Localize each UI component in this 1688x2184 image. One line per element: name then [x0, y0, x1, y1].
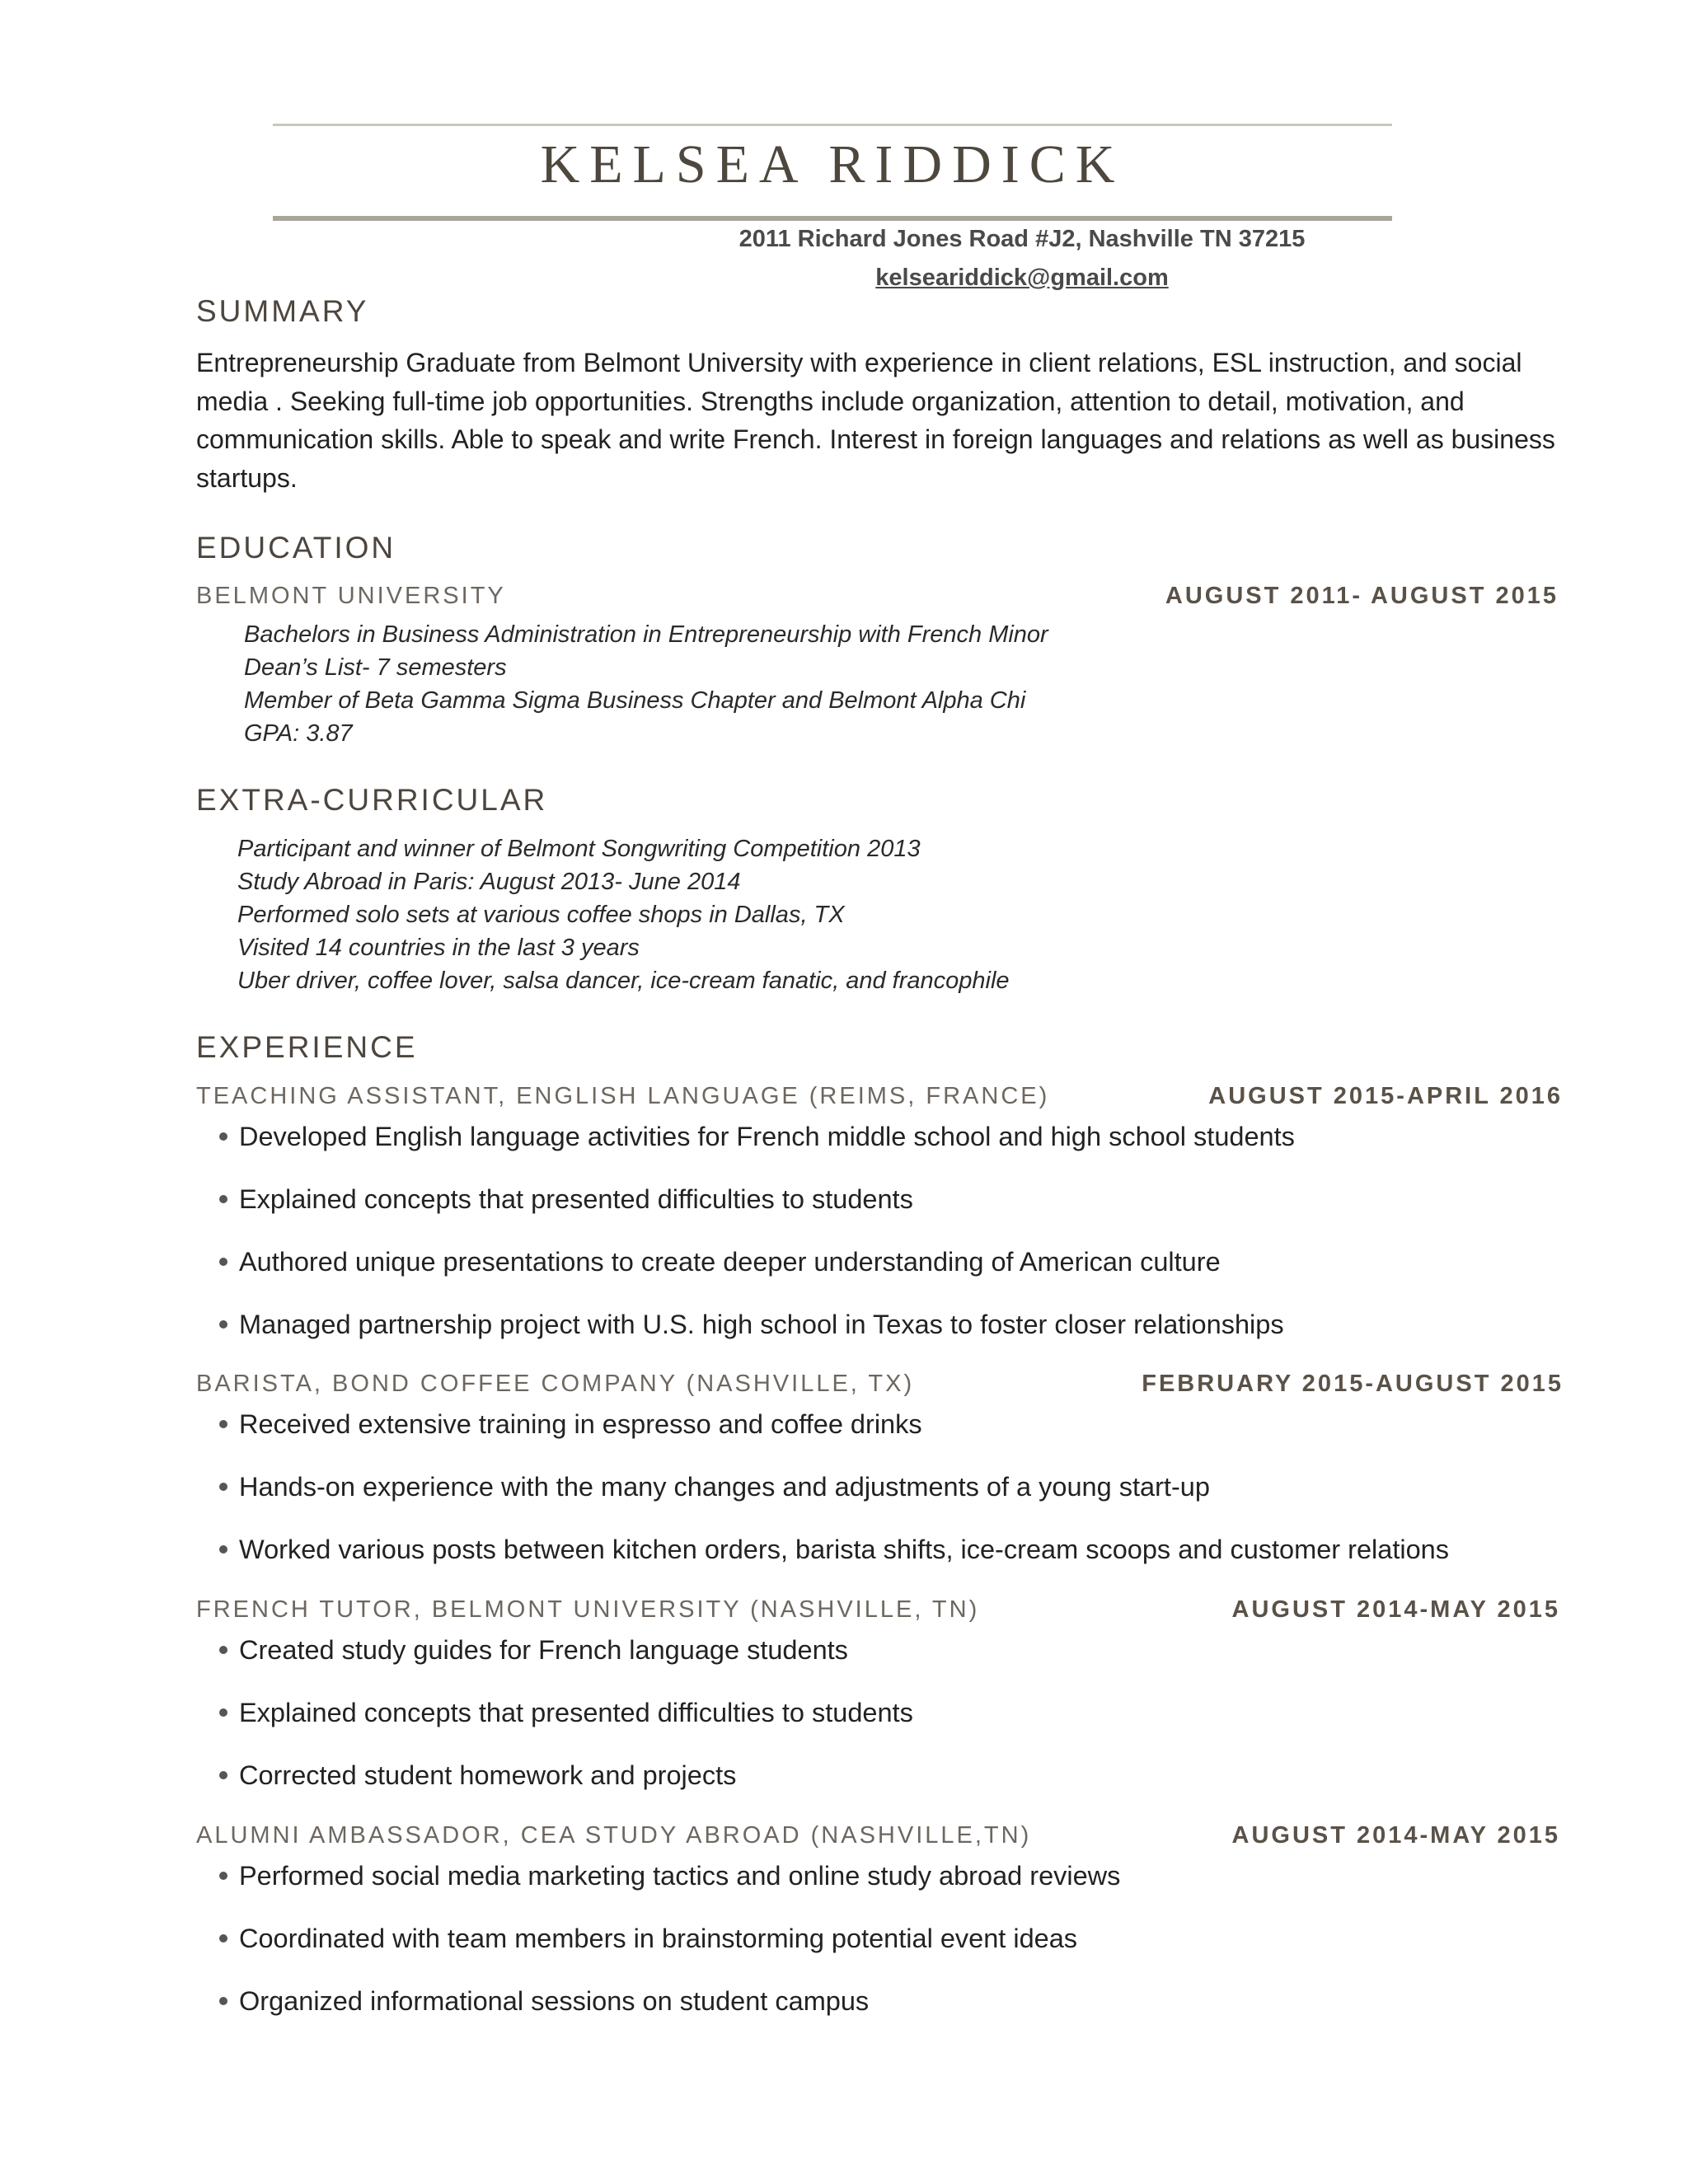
bullet-icon [219, 1420, 227, 1428]
bullet-icon [219, 1934, 227, 1943]
list-item: Created study guides for French language students [216, 1633, 913, 1696]
list-item: Member of Beta Gamma Sigma Business Chapter and Belmont Alpha Chi [244, 687, 1026, 714]
job-dates: AUGUST 2015-APRIL 2016 [1208, 1083, 1563, 1109]
list-item: Performed solo sets at various coffee shops in Dallas, TX [237, 902, 845, 928]
job-title: ALUMNI AMBASSADOR, CEA STUDY ABROAD (NASHVILLE,TN) [196, 1822, 1032, 1849]
contact-address: 2011 Richard Jones Road #J2, Nashville TN 37215 [738, 226, 1306, 252]
bullet-icon [219, 1997, 227, 2005]
list-item: Managed partnership project with U.S. high school in Texas to foster closer relationships [216, 1308, 1295, 1371]
summary-text: Entrepreneurship Graduate from Belmont University with experience in client relations, ESL instruction, and social media . Seeking full-time job opportunities. Strengths include organization, attention to detail, motivation, and communication skills. Able to speak and write French. Interest in foreign languages and relations as well as business startups. [196, 348, 1555, 493]
candidate-name: KELSEA RIDDICK [540, 134, 1125, 194]
list-item: Dean’s List- 7 semesters [244, 654, 507, 681]
summary-heading: SUMMARY [196, 294, 369, 328]
bullet-icon [219, 1132, 227, 1141]
list-item: Worked various posts between kitchen orders, barista shifts, ice-cream scoops and customer relations [216, 1533, 1449, 1596]
list-item: Developed English language activities for French middle school and high school students [216, 1120, 1295, 1183]
job-dates: FEBRUARY 2015-AUGUST 2015 [1142, 1371, 1564, 1397]
extracurricular-list [237, 832, 1010, 997]
bullet-icon [219, 1195, 227, 1203]
job-bullets [216, 1120, 1295, 1371]
job-title: FRENCH TUTOR, BELMONT UNIVERSITY (NASHVILLE, TN) [196, 1596, 980, 1623]
bullet-icon [219, 1320, 227, 1329]
experience-heading: EXPERIENCE [196, 1030, 418, 1064]
list-item: Bachelors in Business Administration in Entrepreneurship with French Minor [244, 621, 1048, 648]
list-item: Explained concepts that presented difficulties to students [216, 1183, 1295, 1245]
education-details [244, 618, 1048, 750]
extracurricular-heading: EXTRA-CURRICULAR [196, 783, 548, 817]
bullet-icon [219, 1646, 227, 1654]
education-dates: AUGUST 2011- AUGUST 2015 [1165, 583, 1559, 609]
list-item: Study Abroad in Paris: August 2013- June 2014 [237, 869, 741, 895]
job-bullets [216, 1633, 913, 1821]
list-item: Coordinated with team members in brainstorming potential event ideas [216, 1922, 1120, 1985]
education-school: BELMONT UNIVERSITY [196, 583, 506, 609]
job-bullets [216, 1859, 1120, 2047]
list-item: Participant and winner of Belmont Songwriting Competition 2013 [237, 836, 921, 862]
list-item: Corrected student homework and projects [216, 1759, 913, 1821]
list-item: Explained concepts that presented difficulties to students [216, 1696, 913, 1759]
bullet-icon [219, 1872, 227, 1880]
bullet-icon [219, 1708, 227, 1717]
header-top-rule [273, 124, 1392, 126]
list-item: Organized informational sessions on student campus [216, 1985, 1120, 2047]
list-item: Visited 14 countries in the last 3 years [237, 935, 640, 961]
job-title: BARISTA, BOND COFFEE COMPANY (NASHVILLE, TX) [196, 1371, 915, 1397]
list-item: Uber driver, coffee lover, salsa dancer, ice-cream fanatic, and francophile [237, 968, 1010, 994]
contact-email-link[interactable]: kelseariddick@gmail.com [875, 265, 1169, 291]
job-dates: AUGUST 2014-MAY 2015 [1231, 1596, 1560, 1623]
bullet-icon [219, 1545, 227, 1554]
list-item: GPA: 3.87 [244, 720, 353, 747]
job-bullets [216, 1408, 1449, 1596]
list-item: Received extensive training in espresso and coffee drinks [216, 1408, 1449, 1470]
job-dates: AUGUST 2014-MAY 2015 [1231, 1822, 1560, 1849]
list-item: Authored unique presentations to create deeper understanding of American culture [216, 1245, 1295, 1308]
bullet-icon [219, 1258, 227, 1266]
bullet-icon [219, 1483, 227, 1491]
list-item: Performed social media marketing tactics and online study abroad reviews [216, 1859, 1120, 1922]
header-bottom-rule [273, 216, 1392, 221]
job-title: TEACHING ASSISTANT, ENGLISH LANGUAGE (REIMS, FRANCE) [196, 1083, 1050, 1109]
list-item: Hands-on experience with the many changes and adjustments of a young start-up [216, 1470, 1449, 1533]
education-heading: EDUCATION [196, 531, 396, 565]
bullet-icon [219, 1771, 227, 1779]
